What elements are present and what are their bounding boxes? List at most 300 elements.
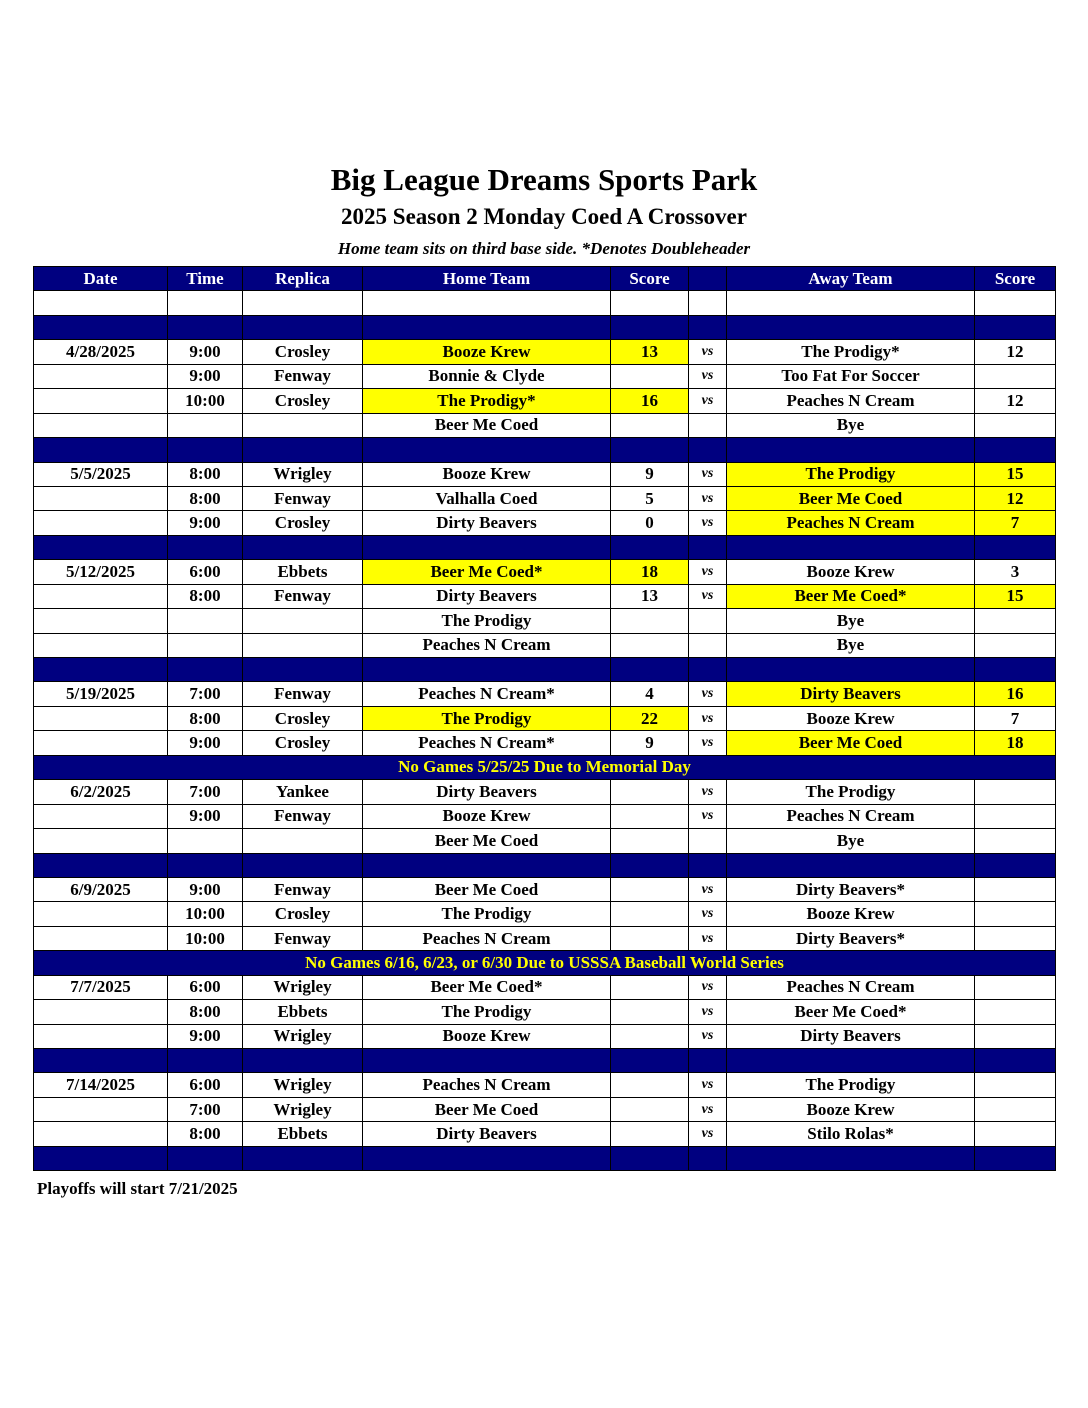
game-row <box>34 731 1056 755</box>
date-cell <box>34 438 168 462</box>
home-team-cell: Booze Krew <box>363 1024 611 1048</box>
home-score-cell <box>611 1000 689 1024</box>
replica-cell <box>243 438 363 462</box>
vs-cell: vs <box>689 975 727 999</box>
replica-cell <box>243 535 363 559</box>
away-score-cell <box>975 1024 1056 1048</box>
vs-cell <box>689 609 727 633</box>
week-separator-row <box>34 1146 1056 1170</box>
time-cell: 9:00 <box>168 877 243 901</box>
away-score-cell: 12 <box>975 340 1056 364</box>
away-team-cell: Peaches N Cream <box>727 975 975 999</box>
home-team-cell: Peaches N Cream <box>363 1073 611 1097</box>
date-cell <box>34 584 168 608</box>
vs-cell <box>689 438 727 462</box>
date-cell <box>34 1097 168 1121</box>
vs-cell: vs <box>689 926 727 950</box>
home-score-cell: 4 <box>611 682 689 706</box>
column-header-time: Time <box>168 267 243 291</box>
away-score-cell: 15 <box>975 584 1056 608</box>
date-cell <box>34 364 168 388</box>
replica-cell: Fenway <box>243 804 363 828</box>
vs-cell <box>689 853 727 877</box>
replica-cell: Ebbets <box>243 1000 363 1024</box>
vs-cell: vs <box>689 804 727 828</box>
away-score-cell <box>975 1146 1056 1170</box>
away-score-cell: 15 <box>975 462 1056 486</box>
time-cell <box>168 633 243 657</box>
game-row <box>34 975 1056 999</box>
date-cell <box>34 731 168 755</box>
time-cell <box>168 853 243 877</box>
away-score-cell <box>975 609 1056 633</box>
replica-cell: Ebbets <box>243 1122 363 1146</box>
vs-cell: vs <box>689 1000 727 1024</box>
away-team-cell: The Prodigy <box>727 1073 975 1097</box>
vs-cell: vs <box>689 486 727 510</box>
date-cell: 5/12/2025 <box>34 560 168 584</box>
away-team-cell: The Prodigy <box>727 780 975 804</box>
time-cell: 7:00 <box>168 682 243 706</box>
away-team-cell: Beer Me Coed <box>727 731 975 755</box>
date-cell <box>34 535 168 559</box>
replica-cell <box>243 829 363 853</box>
replica-cell <box>243 413 363 437</box>
vs-cell <box>689 658 727 682</box>
schedule-note: Home team sits on third base side. *Denotes Doubleheader <box>337 239 751 258</box>
time-cell: 9:00 <box>168 340 243 364</box>
time-cell: 9:00 <box>168 1024 243 1048</box>
date-cell: 7/14/2025 <box>34 1073 168 1097</box>
home-team-cell: The Prodigy <box>363 1000 611 1024</box>
home-team-cell: Bonnie & Clyde <box>363 364 611 388</box>
home-team-cell: Beer Me Coed <box>363 1097 611 1121</box>
game-row <box>34 682 1056 706</box>
replica-cell <box>243 609 363 633</box>
away-score-cell <box>975 658 1056 682</box>
home-score-cell <box>611 853 689 877</box>
time-cell: 6:00 <box>168 560 243 584</box>
time-cell <box>168 658 243 682</box>
time-cell <box>168 413 243 437</box>
home-score-cell <box>611 780 689 804</box>
date-cell <box>34 486 168 510</box>
replica-cell: Wrigley <box>243 462 363 486</box>
time-cell: 6:00 <box>168 975 243 999</box>
away-team-cell: Peaches N Cream <box>727 511 975 535</box>
away-score-cell <box>975 902 1056 926</box>
replica-cell: Ebbets <box>243 560 363 584</box>
home-team-cell: Dirty Beavers <box>363 780 611 804</box>
away-score-cell <box>975 804 1056 828</box>
home-score-cell <box>611 1049 689 1073</box>
away-team-cell: Booze Krew <box>727 902 975 926</box>
home-score-cell <box>611 535 689 559</box>
game-row <box>34 877 1056 901</box>
home-score-cell <box>611 1073 689 1097</box>
replica-cell: Wrigley <box>243 1024 363 1048</box>
away-score-cell <box>975 829 1056 853</box>
away-score-cell: 16 <box>975 682 1056 706</box>
vs-cell <box>689 829 727 853</box>
vs-cell <box>689 1049 727 1073</box>
week-separator-row <box>34 535 1056 559</box>
column-header-vs <box>689 267 727 291</box>
away-score-cell <box>975 877 1056 901</box>
away-team-cell: Bye <box>727 609 975 633</box>
time-cell: 8:00 <box>168 706 243 730</box>
game-row <box>34 364 1056 388</box>
game-row <box>34 389 1056 413</box>
home-score-cell <box>611 1146 689 1170</box>
home-team-cell: Dirty Beavers <box>363 584 611 608</box>
playoffs-note: Playoffs will start 7/21/2025 <box>37 1179 238 1198</box>
away-team-cell <box>727 1049 975 1073</box>
away-team-cell <box>727 658 975 682</box>
away-team-cell <box>727 315 975 339</box>
replica-cell <box>243 291 363 315</box>
home-score-cell <box>611 804 689 828</box>
date-cell <box>34 1146 168 1170</box>
date-cell: 4/28/2025 <box>34 340 168 364</box>
time-cell <box>168 291 243 315</box>
replica-cell <box>243 853 363 877</box>
week-separator-row <box>34 658 1056 682</box>
date-cell <box>34 902 168 926</box>
time-cell: 10:00 <box>168 926 243 950</box>
vs-cell: vs <box>689 560 727 584</box>
vs-cell: vs <box>689 364 727 388</box>
game-row <box>34 584 1056 608</box>
vs-cell <box>689 413 727 437</box>
away-team-cell: Dirty Beavers <box>727 1024 975 1048</box>
home-score-cell: 9 <box>611 731 689 755</box>
replica-cell <box>243 658 363 682</box>
replica-cell: Fenway <box>243 877 363 901</box>
time-cell: 10:00 <box>168 902 243 926</box>
date-cell <box>34 926 168 950</box>
home-team-cell: Beer Me Coed* <box>363 975 611 999</box>
date-cell <box>34 1000 168 1024</box>
game-row <box>34 926 1056 950</box>
date-cell <box>34 315 168 339</box>
replica-cell <box>243 1049 363 1073</box>
vs-cell: vs <box>689 731 727 755</box>
vs-cell: vs <box>689 902 727 926</box>
replica-cell: Wrigley <box>243 1097 363 1121</box>
week-separator-row <box>34 853 1056 877</box>
home-score-cell: 5 <box>611 486 689 510</box>
home-team-cell: The Prodigy <box>363 902 611 926</box>
home-team-cell: Beer Me Coed <box>363 829 611 853</box>
replica-cell: Crosley <box>243 511 363 535</box>
vs-cell: vs <box>689 1024 727 1048</box>
game-row <box>34 486 1056 510</box>
home-team-cell <box>363 1049 611 1073</box>
home-team-cell <box>363 291 611 315</box>
no-games-banner-row <box>34 755 1056 779</box>
vs-cell: vs <box>689 682 727 706</box>
game-row <box>34 1122 1056 1146</box>
vs-cell: vs <box>689 706 727 730</box>
away-team-cell: Dirty Beavers <box>727 682 975 706</box>
time-cell: 8:00 <box>168 462 243 486</box>
date-cell <box>34 609 168 633</box>
vs-cell: vs <box>689 511 727 535</box>
time-cell <box>168 829 243 853</box>
replica-cell: Crosley <box>243 731 363 755</box>
column-header-home-score: Score <box>611 267 689 291</box>
away-team-cell: Peaches N Cream <box>727 804 975 828</box>
replica-cell: Crosley <box>243 902 363 926</box>
date-cell <box>34 511 168 535</box>
away-score-cell: 7 <box>975 511 1056 535</box>
away-score-cell <box>975 1049 1056 1073</box>
away-score-cell <box>975 315 1056 339</box>
week-separator-row <box>34 315 1056 339</box>
vs-cell <box>689 1146 727 1170</box>
home-team-cell: Beer Me Coed <box>363 413 611 437</box>
home-score-cell <box>611 413 689 437</box>
home-score-cell <box>611 829 689 853</box>
date-cell <box>34 853 168 877</box>
replica-cell: Fenway <box>243 584 363 608</box>
away-team-cell <box>727 438 975 462</box>
date-cell <box>34 804 168 828</box>
home-team-cell: Peaches N Cream <box>363 926 611 950</box>
away-score-cell <box>975 1097 1056 1121</box>
time-cell <box>168 1146 243 1170</box>
away-team-cell <box>727 853 975 877</box>
vs-cell: vs <box>689 1122 727 1146</box>
replica-cell: Fenway <box>243 364 363 388</box>
column-header-replica: Replica <box>243 267 363 291</box>
away-score-cell <box>975 780 1056 804</box>
home-score-cell: 13 <box>611 340 689 364</box>
home-score-cell <box>611 1097 689 1121</box>
home-team-cell: Beer Me Coed* <box>363 560 611 584</box>
home-score-cell <box>611 438 689 462</box>
home-score-cell: 0 <box>611 511 689 535</box>
away-team-cell <box>727 535 975 559</box>
replica-cell: Crosley <box>243 706 363 730</box>
vs-cell: vs <box>689 877 727 901</box>
replica-cell: Wrigley <box>243 1073 363 1097</box>
vs-cell <box>689 535 727 559</box>
game-row <box>34 633 1056 657</box>
date-cell <box>34 1024 168 1048</box>
home-team-cell: The Prodigy <box>363 609 611 633</box>
away-team-cell: Too Fat For Soccer <box>727 364 975 388</box>
game-row <box>34 1073 1056 1097</box>
time-cell <box>168 535 243 559</box>
away-score-cell: 12 <box>975 389 1056 413</box>
away-score-cell: 18 <box>975 731 1056 755</box>
home-score-cell: 22 <box>611 706 689 730</box>
away-score-cell <box>975 853 1056 877</box>
home-team-cell <box>363 315 611 339</box>
home-score-cell: 16 <box>611 389 689 413</box>
replica-cell: Fenway <box>243 486 363 510</box>
vs-cell: vs <box>689 584 727 608</box>
date-cell <box>34 291 168 315</box>
date-cell <box>34 1049 168 1073</box>
home-score-cell <box>611 315 689 339</box>
away-team-cell: The Prodigy <box>727 462 975 486</box>
away-score-cell: 3 <box>975 560 1056 584</box>
game-row <box>34 340 1056 364</box>
home-score-cell <box>611 609 689 633</box>
home-team-cell: Valhalla Coed <box>363 486 611 510</box>
home-team-cell: Peaches N Cream* <box>363 731 611 755</box>
vs-cell: vs <box>689 462 727 486</box>
vs-cell <box>689 291 727 315</box>
game-row <box>34 829 1056 853</box>
away-score-cell <box>975 926 1056 950</box>
game-row <box>34 902 1056 926</box>
time-cell: 8:00 <box>168 1000 243 1024</box>
no-games-banner: No Games 6/16, 6/23, or 6/30 Due to USSSA Baseball World Series <box>34 951 1056 975</box>
column-header-home-team: Home Team <box>363 267 611 291</box>
date-cell <box>34 633 168 657</box>
home-score-cell: 9 <box>611 462 689 486</box>
replica-cell <box>243 633 363 657</box>
replica-cell: Fenway <box>243 682 363 706</box>
away-score-cell <box>975 364 1056 388</box>
away-team-cell <box>727 1146 975 1170</box>
replica-cell: Wrigley <box>243 975 363 999</box>
game-row <box>34 780 1056 804</box>
game-row <box>34 1000 1056 1024</box>
game-row <box>34 804 1056 828</box>
game-row <box>34 413 1056 437</box>
home-team-cell: Booze Krew <box>363 462 611 486</box>
week-separator-row <box>34 438 1056 462</box>
away-team-cell: Bye <box>727 413 975 437</box>
time-cell: 7:00 <box>168 1097 243 1121</box>
home-score-cell <box>611 291 689 315</box>
table-header-row <box>34 267 1056 291</box>
time-cell: 9:00 <box>168 364 243 388</box>
no-games-banner: No Games 5/25/25 Due to Memorial Day <box>34 755 1056 779</box>
column-header-away-team: Away Team <box>727 267 975 291</box>
vs-cell: vs <box>689 1097 727 1121</box>
column-header-away-score: Score <box>975 267 1056 291</box>
home-score-cell <box>611 633 689 657</box>
away-team-cell <box>727 291 975 315</box>
date-cell <box>34 829 168 853</box>
date-cell <box>34 706 168 730</box>
home-team-cell <box>363 1146 611 1170</box>
date-cell <box>34 1122 168 1146</box>
away-team-cell: Dirty Beavers* <box>727 877 975 901</box>
away-team-cell: Bye <box>727 633 975 657</box>
game-row <box>34 1097 1056 1121</box>
away-score-cell <box>975 438 1056 462</box>
time-cell: 7:00 <box>168 780 243 804</box>
replica-cell: Crosley <box>243 389 363 413</box>
away-team-cell: Stilo Rolas* <box>727 1122 975 1146</box>
home-score-cell <box>611 902 689 926</box>
away-score-cell <box>975 1073 1056 1097</box>
date-cell: 5/19/2025 <box>34 682 168 706</box>
away-score-cell <box>975 975 1056 999</box>
home-score-cell <box>611 1024 689 1048</box>
away-score-cell <box>975 413 1056 437</box>
home-team-cell: The Prodigy* <box>363 389 611 413</box>
game-row <box>34 511 1056 535</box>
replica-cell: Yankee <box>243 780 363 804</box>
time-cell <box>168 438 243 462</box>
vs-cell: vs <box>689 1073 727 1097</box>
time-cell: 6:00 <box>168 1073 243 1097</box>
date-cell: 6/9/2025 <box>34 877 168 901</box>
page-title: Big League Dreams Sports Park <box>330 162 758 197</box>
home-score-cell <box>611 926 689 950</box>
away-team-cell: Booze Krew <box>727 560 975 584</box>
home-team-cell: Dirty Beavers <box>363 511 611 535</box>
page-subtitle: 2025 Season 2 Monday Coed A Crossover <box>341 204 747 229</box>
no-games-banner-row <box>34 951 1056 975</box>
time-cell: 9:00 <box>168 731 243 755</box>
game-row <box>34 706 1056 730</box>
home-team-cell <box>363 658 611 682</box>
away-team-cell: Bye <box>727 829 975 853</box>
time-cell: 10:00 <box>168 389 243 413</box>
replica-cell: Crosley <box>243 340 363 364</box>
away-team-cell: The Prodigy* <box>727 340 975 364</box>
time-cell <box>168 315 243 339</box>
away-team-cell: Dirty Beavers* <box>727 926 975 950</box>
time-cell: 8:00 <box>168 584 243 608</box>
schedule-body <box>34 291 1056 1171</box>
home-score-cell <box>611 658 689 682</box>
vs-cell: vs <box>689 340 727 364</box>
home-team-cell: Beer Me Coed <box>363 877 611 901</box>
away-team-cell: Beer Me Coed <box>727 486 975 510</box>
date-cell: 5/5/2025 <box>34 462 168 486</box>
away-team-cell: Beer Me Coed* <box>727 584 975 608</box>
time-cell: 9:00 <box>168 511 243 535</box>
game-row <box>34 560 1056 584</box>
away-team-cell: Booze Krew <box>727 706 975 730</box>
time-cell: 9:00 <box>168 804 243 828</box>
replica-cell <box>243 1146 363 1170</box>
away-team-cell: Booze Krew <box>727 1097 975 1121</box>
time-cell <box>168 1049 243 1073</box>
replica-cell: Fenway <box>243 926 363 950</box>
vs-cell: vs <box>689 780 727 804</box>
home-score-cell: 18 <box>611 560 689 584</box>
away-score-cell <box>975 1122 1056 1146</box>
date-cell: 6/2/2025 <box>34 780 168 804</box>
home-score-cell <box>611 975 689 999</box>
vs-cell <box>689 315 727 339</box>
date-cell <box>34 413 168 437</box>
home-team-cell: Peaches N Cream* <box>363 682 611 706</box>
home-team-cell: The Prodigy <box>363 706 611 730</box>
away-score-cell <box>975 291 1056 315</box>
away-score-cell <box>975 535 1056 559</box>
date-cell <box>34 658 168 682</box>
home-team-cell: Dirty Beavers <box>363 1122 611 1146</box>
home-team-cell <box>363 853 611 877</box>
away-score-cell: 7 <box>975 706 1056 730</box>
column-header-date: Date <box>34 267 168 291</box>
home-team-cell <box>363 535 611 559</box>
away-team-cell: Peaches N Cream <box>727 389 975 413</box>
vs-cell <box>689 633 727 657</box>
